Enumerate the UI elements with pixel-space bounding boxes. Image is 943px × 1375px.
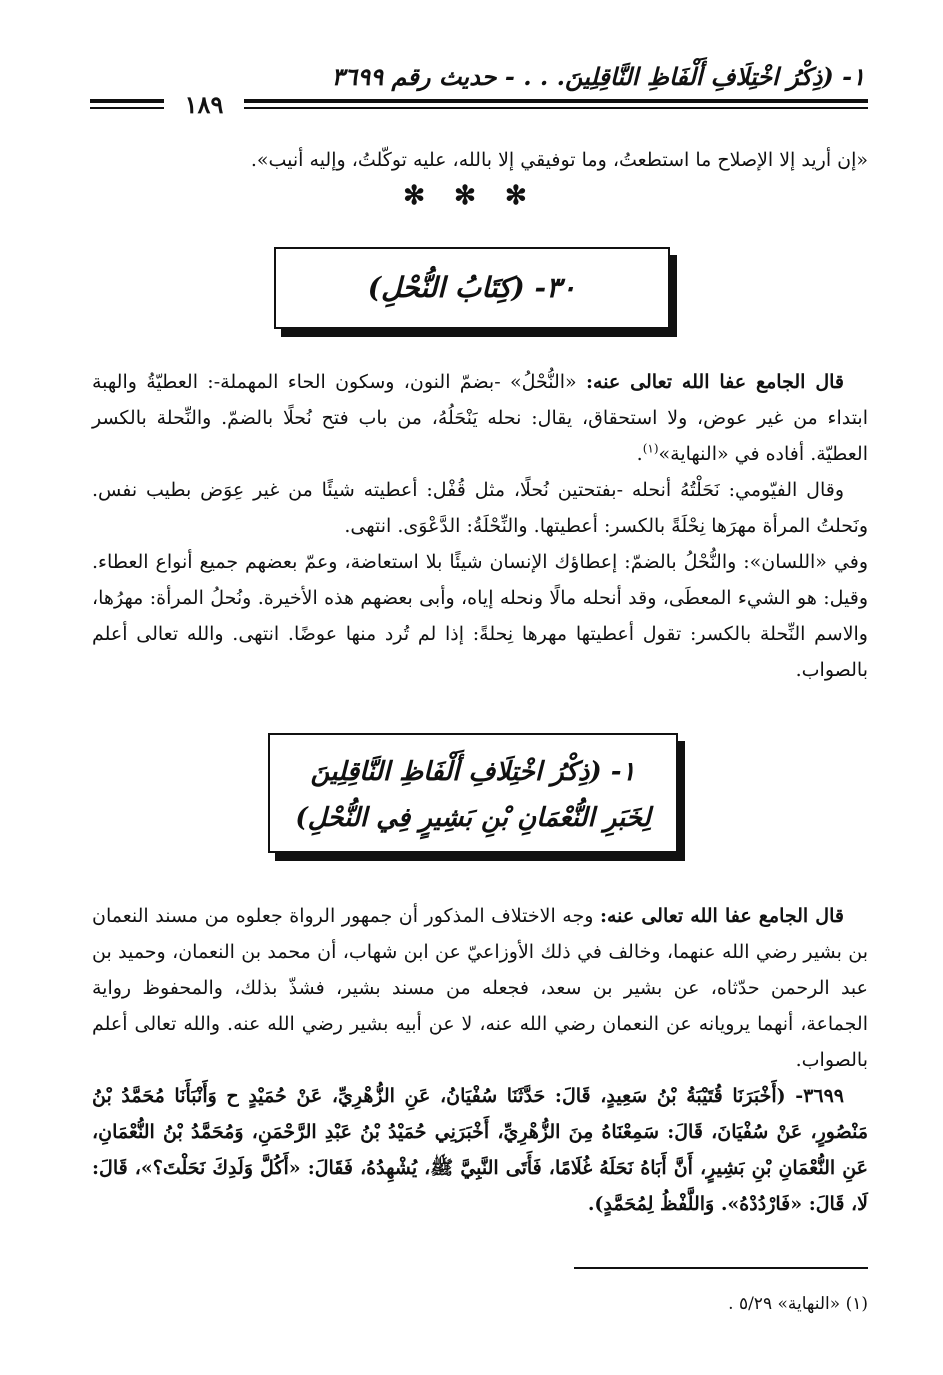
paragraph: قال الجامع عفا الله تعالى عنه: «النُّحْلُ» -بضمّ النون، وسكون الحاء المهملة-: العطيّةُ والهبة ابتداء من غير عوض، ولا استحقاق، يقال: نحله يَنْحَلُهُ، من باب فتح نُحلًا بالضمّ. والنِّحلة بالكسر العطيّة. أفاده في «النهاية»$^{(١)}$.: [92, 371, 868, 465]
page-number: ١٨٩: [184, 90, 224, 119]
section-separator: ✻ ✻ ✻: [403, 181, 537, 211]
intro-verse: «إن أريد إلا الإصلاح ما استطعتُ، وما توفيقي إلا بالله، عليه توكّلتُ، وإليه أنيب».: [250, 149, 868, 171]
book-heading: ٣٠- (كِتَابُ النُّحْلِ): [367, 271, 577, 304]
compiler-lead: قال الجامع عفا الله تعالى عنه:: [586, 371, 845, 393]
chapter-heading-line: لِخَبَرِ النُّعْمَانِ بْنِ بَشِيرٍ فِي النُّحْلِ): [295, 803, 651, 833]
header-rule: [90, 107, 164, 109]
section-1-text: [92, 364, 868, 688]
book-heading-box: [274, 247, 670, 329]
compiler-lead: قال الجامع عفا الله تعالى عنه:: [599, 905, 844, 927]
chapter-heading-box: [268, 733, 678, 853]
intro-verse-block: [92, 142, 868, 178]
footnote: (١) «النهاية» ٥/٢٩ .: [728, 1294, 868, 1314]
section-2-text: [92, 898, 868, 1222]
paragraph: قال الجامع عفا الله تعالى عنه: وجه الاختلاف المذكور أن جمهور الرواة جعلوه من مسند النعمان بن بشير رضي الله عنهما، وخالف في ذلك الأوزاعيّ عن ابن شهاب، أن محمد بن النعمان، وحميد بن عبد الرحمن حدّثاه، عن بشير بن سعد، فجعله من مسند بشير، فشذّ بذلك، والمحفوظ رواية الجماعة، أنهما يرويانه عن النعمان رضي الله عنه، لا عن أبيه بشير رضي الله عنه. والله تعالى أعلم بالصواب.: [92, 905, 868, 1071]
header-rule: [244, 107, 868, 109]
chapter-heading-line: ١- (ذِكْرُ اخْتِلَافِ أَلْفَاظِ النَّاقِلِينَ: [310, 757, 636, 787]
running-title: ١- (ذِكْرُ اخْتِلَافِ أَلْفَاظِ النَّاقِلِينَ. . . - حديث رقم ٣٦٩٩: [331, 62, 865, 91]
paragraph: وفي «اللسان»: والنُّحْلُ بالضمّ: إعطاؤك الإنسان شيئًا بلا استعاضة، وعمّ بعضهم جميع أنواع العطاء. وقيل: هو الشيء المعطَى، وقد أنحله مالًا ونحله إياه، وأبى بعضهم هذه الأخيرة. ونُحلُ المرأة: مهرُها، والاسم النِّحلة بالكسر: تقول أعطيتها مهرها نِحلةً: إذا لم تُرد منها عوضًا. انتهى. والله تعالى أعلم بالصواب.: [92, 551, 868, 681]
header-rule: [244, 99, 868, 103]
footnote-rule: [574, 1267, 868, 1269]
hadith-text: ٣٦٩٩- (أَخْبَرَنَا قُتَيْبَةُ بْنُ سَعِيدٍ، قَالَ: حَدَّثَنَا سُفْيَانُ، عَنِ الزُّهْرِيِّ، عَنْ حُمَيْدٍ ح وَأَنْبَأَنَا مُحَمَّدُ بْنُ مَنْصُورٍ، عَنْ سُفْيَانَ، قَالَ: سَمِعْنَاهُ مِنَ الزُّهْرِيِّ، أَخْبَرَنِي حُمَيْدُ بْنُ عَبْدِ الرَّحْمَنِ، وَمُحَمَّدُ بْنُ النُّعْمَانِ، عَنِ النُّعْمَانِ بْنِ بَشِيرٍ، أَنَّ أَبَاهُ نَحَلَهُ غُلَامًا، فَأَتَى النَّبِيَّ ﷺ، يُشْهِدُهُ، فَقَالَ: «أَكُلَّ وَلَدِكَ نَحَلْتَ؟»، قَالَ: لَا، قَالَ: «فَارْدُدْهُ». وَاللَّفْظُ لِمُحَمَّدٍ).: [92, 1085, 868, 1215]
header-rule: [90, 99, 164, 103]
footnote-reference: (١): [642, 441, 659, 456]
paragraph: وقال الفيّومي: نَحَلْتُهُ أنحله -بفتحتين نُحلًا، مثل قُفْل: أعطيته شيئًا من غير عِوَض بطيب نفس. ونَحلتُ المرأة مهرَها نِحْلَةً بالكسر: أعطيتها. والنِّحْلَةُ: الدَّعْوَى. انتهى.: [92, 479, 868, 537]
